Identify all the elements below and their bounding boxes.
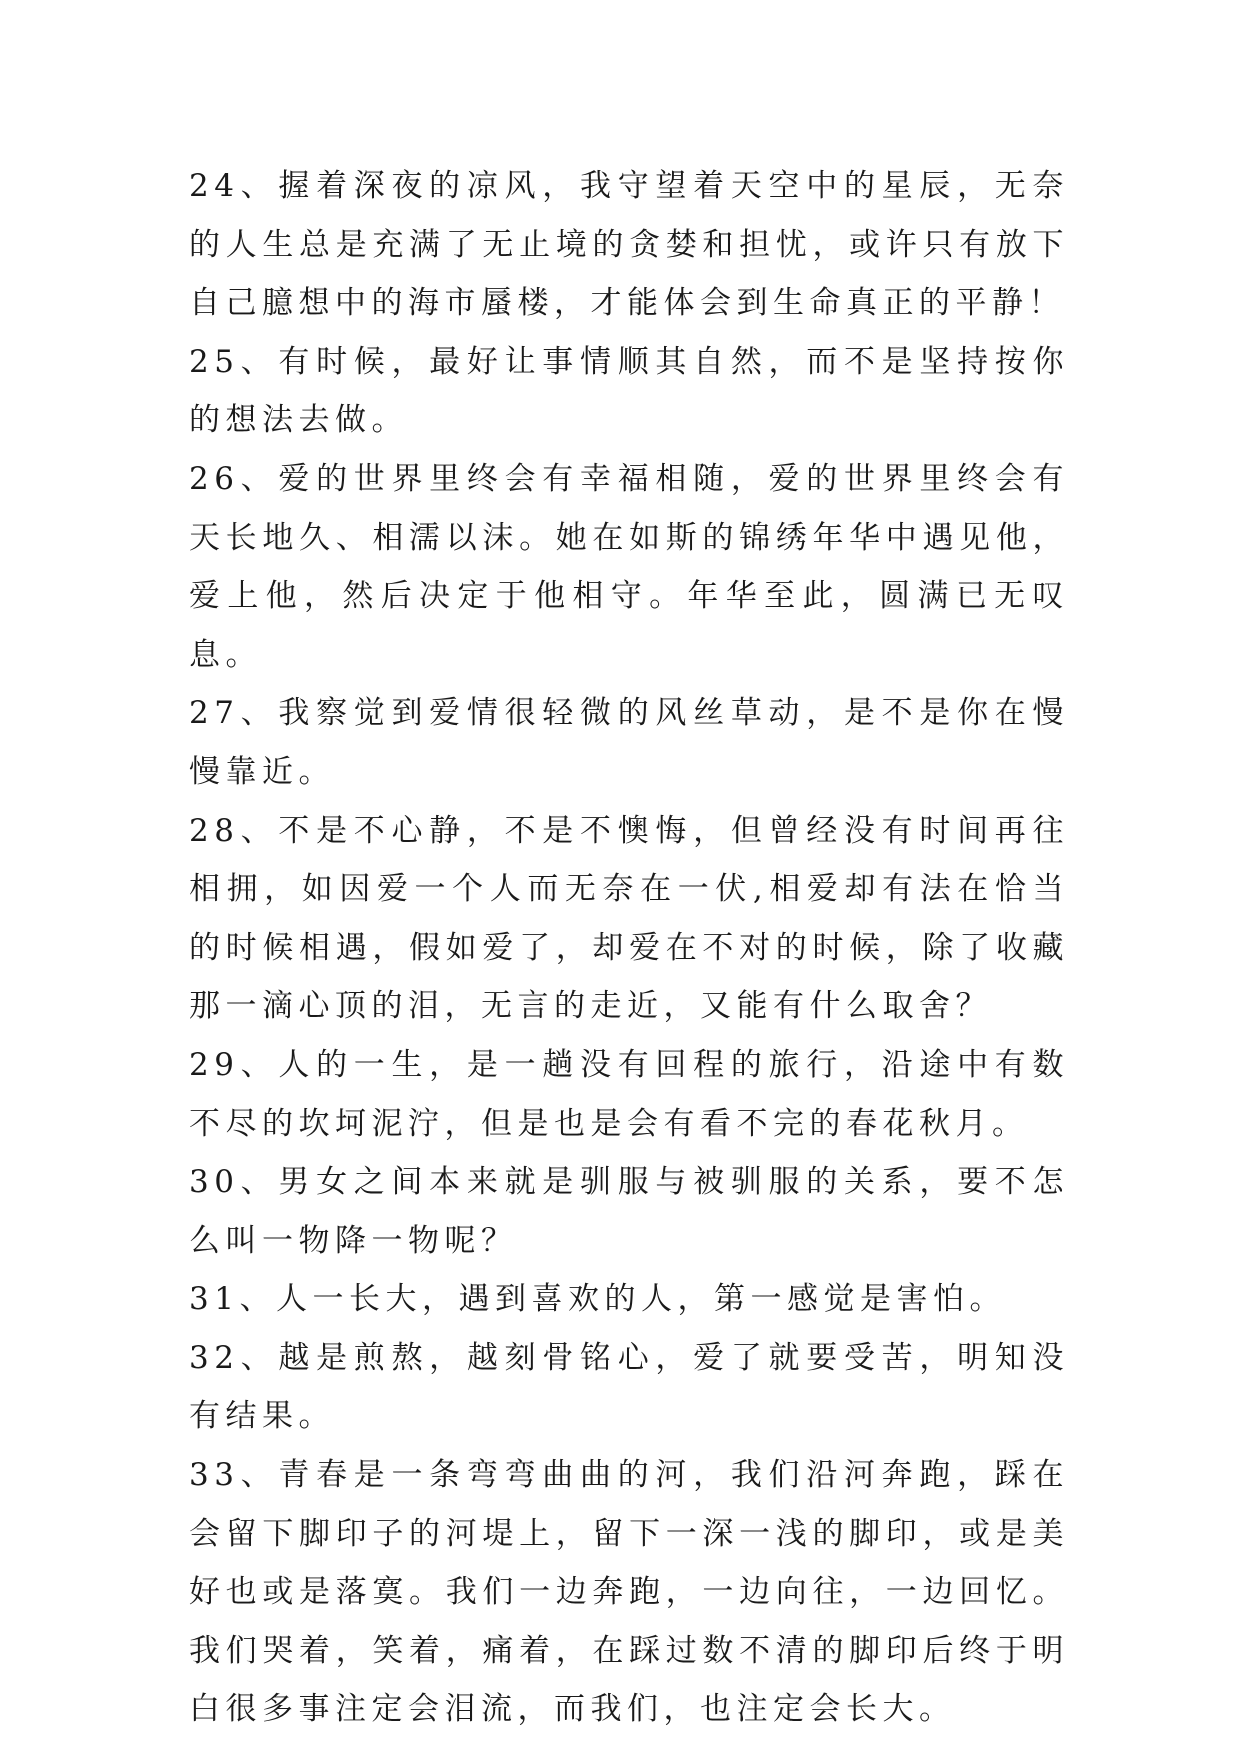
entry-26: 26、爱的世界里终会有幸福相随，爱的世界里终会有天长地久、相濡以沫。她在如斯的锦绣年华中遇见他，爱上他，然后决定于他相守。年华至此，圆满已无叹息。 — [189, 460, 1069, 673]
entry-33: 33、青春是一条弯弯曲曲的河，我们沿河奔跑，踩在会留下脚印子的河堤上，留下一深一浅的脚印，或是美好也或是落寞。我们一边奔跑，一边向往，一边回忆。我们哭着，笑着，痛着，在踩过数不清的脚印后终于明白很多事注定会泪流，而我们，也注定会长大。 — [189, 1457, 1069, 1728]
entry-24: 24、握着深夜的凉风，我守望着天空中的星辰，无奈的人生总是充满了无止境的贪婪和担忧，或许只有放下自己臆想中的海市蜃楼，才能体会到生命真正的平静！ — [189, 168, 1069, 322]
entry-31: 31、人一长大，遇到喜欢的人，第一感觉是害怕。 — [189, 1281, 1006, 1318]
entry-32: 32、越是煎熬，越刻骨铭心，爱了就要受苦，明知没有结果。 — [189, 1339, 1069, 1435]
entry-28: 28、不是不心静，不是不懊悔，但曾经没有时间再往相拥，如因爱一个人而无奈在一伏,相爱却有法在恰当的时候相遇，假如爱了，却爱在不对的时候，除了收藏那一滴心顶的泪，无言的走近，又能有什么取舍？ — [189, 812, 1069, 1025]
entry-29: 29、人的一生，是一趟没有回程的旅行，沿途中有数不尽的坎坷泥泞，但是也是会有看不完的春花秋月。 — [189, 1046, 1069, 1142]
document-body — [189, 157, 1069, 1739]
entry-30: 30、男女之间本来就是驯服与被驯服的关系，要不怎么叫一物降一物呢？ — [189, 1164, 1069, 1259]
entry-27: 27、我察觉到爱情很轻微的风丝草动，是不是你在慢慢靠近。 — [189, 695, 1069, 790]
entry-25: 25、有时候，最好让事情顺其自然，而不是坚持按你的想法去做。 — [189, 343, 1069, 439]
